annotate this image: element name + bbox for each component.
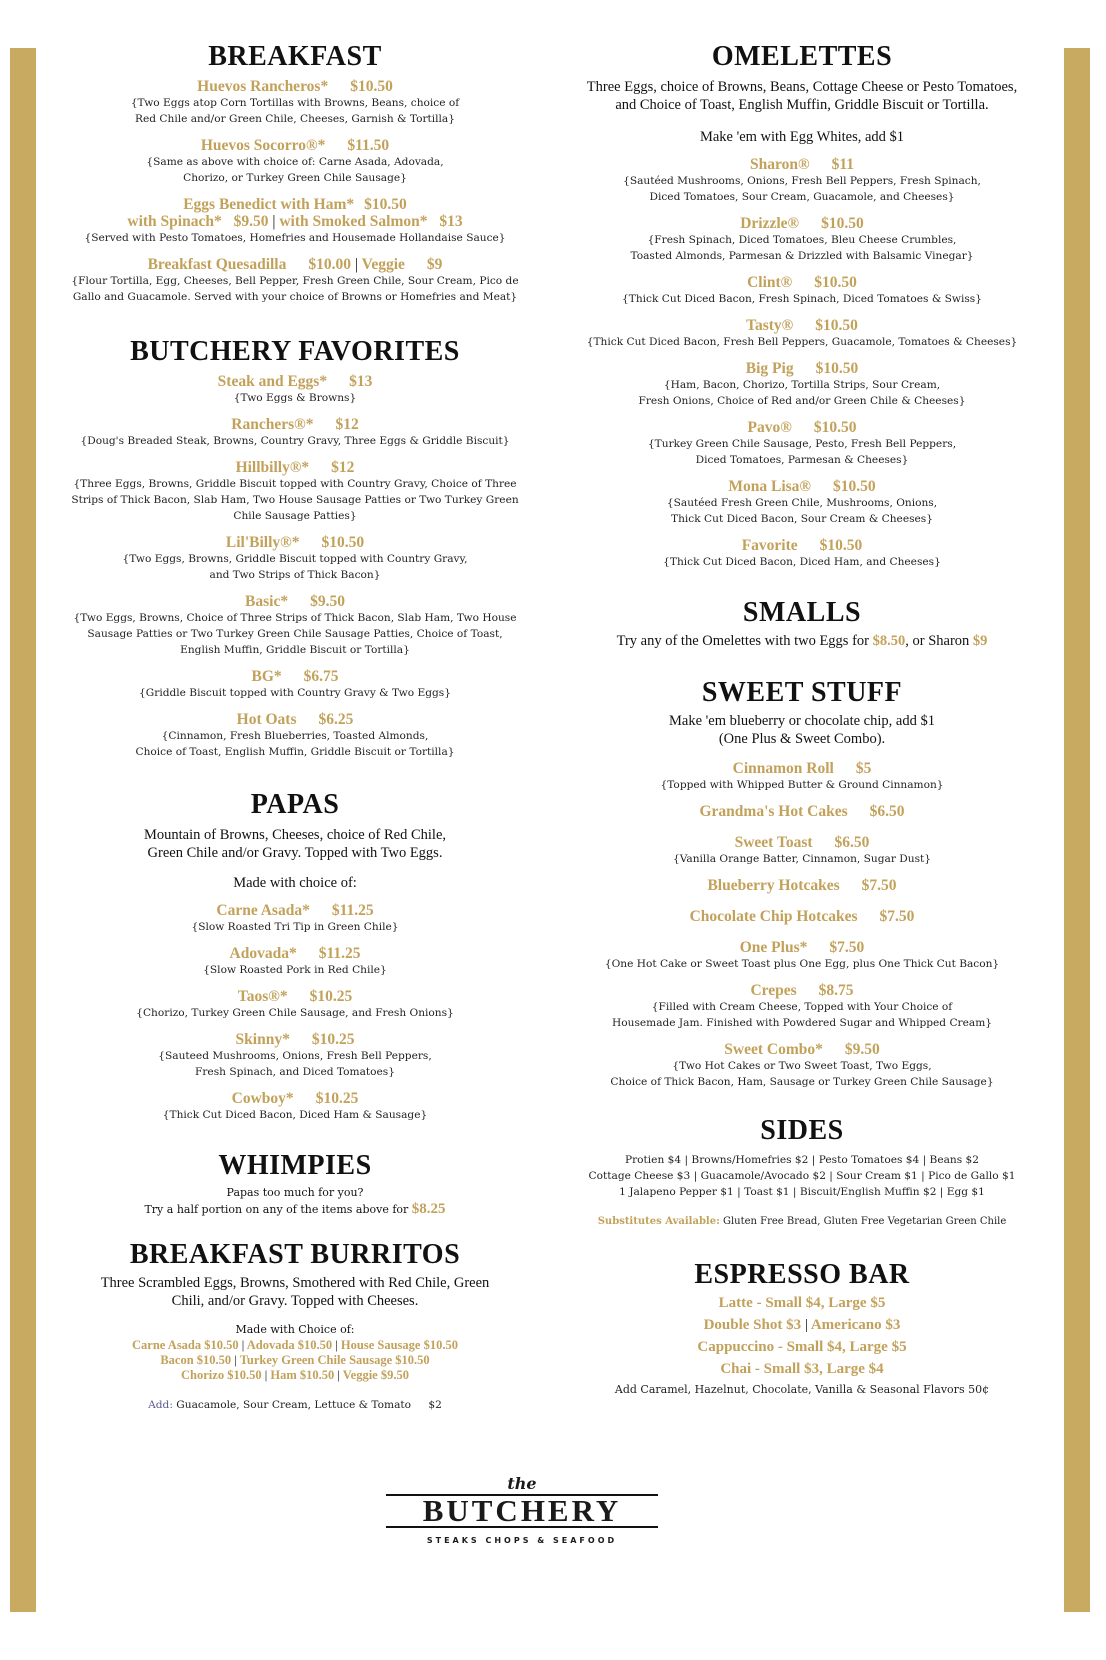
burritos-add	[46, 1397, 544, 1413]
sides-line: Cottage Cheese $3 | Guacamole/Avocado $2 | Sour Cream $1 | Pico de Gallo $1	[588, 1170, 1016, 1182]
sides-line: 1 Jalapeno Pepper $1 | Toast $1 | Biscuit/English Muffin $2 | Egg $1	[619, 1186, 985, 1198]
item-price: $10.50	[815, 360, 859, 377]
burrito-options-row3: Chorizo $10.50 | Ham $10.50 | Veggie $9.50	[181, 1368, 409, 1382]
item-price: $12	[335, 416, 359, 433]
item-price: $10.50	[350, 78, 393, 95]
americano: Americano $3	[810, 1317, 901, 1333]
espresso-line: Latte - Small $4, Large $5	[718, 1295, 886, 1311]
item-desc: {Sautéed Mushrooms, Onions, Fresh Bell Peppers, Fresh Spinach, Diced Tomatoes, Sour Cream, Guacamole, and Cheeses}	[623, 175, 981, 203]
subs-label: Substitutes Available:	[597, 1216, 720, 1227]
menu-item	[552, 834, 1052, 867]
item-name: with Spinach*	[127, 213, 222, 230]
item-name: Clint®	[747, 274, 793, 291]
breakfast-heading: BREAKFAST	[208, 41, 382, 72]
item-name: Tasty®	[746, 317, 794, 334]
burrito-options-row1: Carne Asada $10.50 | Adovada $10.50 | House Sausage $10.50	[132, 1338, 458, 1352]
item-price: $9	[426, 256, 443, 273]
add-text: Guacamole, Sour Cream, Lettuce & Tomato	[176, 1399, 412, 1411]
item-name: BG*	[251, 668, 282, 685]
item-desc: {Served with Pesto Tomatoes, Homefries and Housemade Hollandaise Sauce}	[84, 232, 506, 244]
item-price: $7.50	[879, 908, 915, 925]
burrito-option: Bacon $10.50	[160, 1353, 232, 1367]
item-price: $11.50	[347, 137, 390, 154]
item-name: Mona Lisa®	[728, 478, 811, 495]
menu-item	[552, 274, 1052, 307]
item-price: $10.50	[821, 215, 864, 232]
item-name: One Plus*	[739, 939, 808, 956]
menu-item	[552, 360, 1052, 409]
substitutes	[552, 1214, 1052, 1230]
double-shot: Double Shot $3	[703, 1317, 802, 1333]
item-desc: {Sauteed Mushrooms, Onions, Fresh Bell Peppers, Fresh Spinach, and Diced Tomatoes}	[158, 1050, 432, 1078]
logo-name: BUTCHERY	[386, 1494, 658, 1528]
burrito-option: Ham $10.50	[270, 1368, 335, 1382]
burrito-option: Veggie $9.50	[342, 1368, 409, 1382]
whimpies-line1: Papas too much for you?	[226, 1186, 364, 1199]
burritos-heading: BREAKFAST BURRITOS	[129, 1239, 461, 1270]
espresso-heading: ESPRESSO BAR	[694, 1259, 910, 1290]
smalls-price2: $9	[972, 633, 988, 649]
subs-text: Gluten Free Bread, Gluten Free Vegetarian Green Chile	[722, 1216, 1007, 1227]
item-price: $11.25	[318, 945, 361, 962]
item-name: Favorite	[741, 537, 798, 554]
item-desc: {Doug's Breaded Steak, Browns, Country Gravy, Three Eggs & Griddle Biscuit}	[80, 435, 510, 447]
menu-item	[552, 1041, 1052, 1090]
item-desc: {Slow Roasted Pork in Red Chile}	[203, 964, 387, 976]
espresso-line: Double Shot $3 | Americano $3	[703, 1317, 901, 1333]
item-name: Hillbilly®*	[235, 459, 310, 476]
whimpies-line2: Try a half portion on any of the items above for	[144, 1203, 409, 1216]
item-desc: {Filled with Cream Cheese, Topped with Your Choice of Housemade Jam. Finished with Powdered Sugar and Whipped Cream}	[612, 1001, 992, 1029]
item-name: Huevos Socorro®*	[200, 137, 326, 154]
smalls-price1: $8.50	[872, 633, 906, 649]
item-name: Breakfast Quesadilla	[147, 256, 287, 273]
right-gold-border	[1064, 48, 1090, 1612]
espresso-line: Chai - Small $3, Large $4	[720, 1361, 884, 1377]
add-price: $2	[428, 1399, 442, 1411]
item-price: $13	[349, 373, 373, 390]
item-name: with Smoked Salmon*	[279, 213, 428, 230]
item-price: $10.25	[311, 1031, 355, 1048]
item-name: Hot Oats	[236, 711, 297, 728]
item-desc: {Griddle Biscuit topped with Country Gravy & Two Eggs}	[139, 687, 451, 699]
item-name: Skinny*	[235, 1031, 290, 1048]
item-desc: {Two Eggs, Browns, Griddle Biscuit topped with Country Gravy, and Two Strips of Thick Bacon}	[122, 553, 468, 581]
item-name: Cinnamon Roll	[732, 760, 834, 777]
menu-item	[46, 945, 544, 978]
item-price: $10.00	[308, 256, 351, 273]
burritos-made-with: Made with Choice of:	[235, 1323, 355, 1336]
menu-item	[552, 982, 1052, 1031]
menu-item	[552, 478, 1052, 527]
burritos-intro: Three Scrambled Eggs, Browns, Smothered with Red Chile, Green Chili, and/or Gravy. Topped with Cheeses.	[100, 1275, 490, 1309]
papas-heading: PAPAS	[250, 789, 340, 820]
item-name: Adovada*	[229, 945, 297, 962]
item-name: Steak and Eggs*	[217, 373, 328, 390]
item-desc: {Two Eggs & Browns}	[233, 392, 357, 404]
item-desc: {Fresh Spinach, Diced Tomatoes, Bleu Cheese Crumbles, Toasted Almonds, Parmesan & Drizzled with Balsamic Vinegar}	[630, 234, 974, 262]
item-name: Taos®*	[237, 988, 288, 1005]
smalls-text2: , or Sharon	[905, 633, 970, 649]
burrito-option: House Sausage $10.50	[340, 1338, 458, 1352]
menu-item	[46, 1090, 544, 1123]
menu-item	[552, 537, 1052, 570]
menu-item	[46, 988, 544, 1021]
item-price: $8.75	[818, 982, 854, 999]
item-price: $5	[855, 760, 872, 777]
omelettes-intro: Three Eggs, choice of Browns, Beans, Cottage Cheese or Pesto Tomatoes, and Choice of Toast, English Muffin, Griddle Biscuit or Tortilla.	[586, 79, 1018, 113]
item-name: Crepes	[750, 982, 797, 999]
item-price: $10.50	[321, 534, 365, 551]
item-desc: {Thick Cut Diced Bacon, Fresh Bell Peppers, Guacamole, Tomatoes & Cheeses}	[586, 336, 1018, 348]
item-name: Blueberry Hotcakes	[707, 877, 840, 894]
item-name: Big Pig	[745, 360, 794, 377]
menu-item	[552, 908, 1052, 925]
smalls-text	[552, 632, 1052, 650]
item-desc: {Sautéed Fresh Green Chile, Mushrooms, Onions, Thick Cut Diced Bacon, Sour Cream & Cheeses}	[666, 497, 938, 525]
logo-the: the	[507, 1474, 537, 1493]
item-price: $10.50	[819, 537, 863, 554]
item-desc: {Turkey Green Chile Sausage, Pesto, Fresh Bell Peppers, Diced Tomatoes, Parmesan & Cheeses}	[647, 438, 957, 466]
omelettes-egg-whites: Make 'em with Egg Whites, add $1	[699, 129, 905, 145]
menu-item: Eggs Benedict with Ham* $10.50 with Spinach* $9.50 | with Smoked Salmon* $13 {Served with Pesto Tomatoes, Homefries and Housemade Hollandaise Sauce}	[46, 196, 544, 246]
item-price: $6.50	[834, 834, 870, 851]
menu-item	[46, 711, 544, 760]
item-name: Eggs Benedict with Ham*	[183, 196, 355, 213]
item-desc: {Two Hot Cakes or Two Sweet Toast, Two Eggs, Choice of Thick Bacon, Ham, Sausage or Turkey Green Chile Sausage}	[610, 1060, 994, 1088]
item-name: Drizzle®	[740, 215, 800, 232]
item-name: Grandma's Hot Cakes	[699, 803, 848, 820]
add-label: Add:	[148, 1399, 173, 1411]
item-price: $9.50	[310, 593, 345, 610]
item-price: $9.50	[233, 213, 269, 230]
item-name: Chocolate Chip Hotcakes	[689, 908, 858, 925]
papas-intro: Mountain of Browns, Cheeses, choice of Red Chile, Green Chile and/or Gravy. Topped with Two Eggs.	[143, 827, 447, 861]
item-desc: {Thick Cut Diced Bacon, Diced Ham, and Cheeses}	[663, 556, 941, 568]
menu-item	[552, 803, 1052, 820]
item-name: Carne Asada*	[216, 902, 310, 919]
item-price: $11	[831, 156, 854, 173]
menu-item	[552, 760, 1052, 793]
butchery-logo	[386, 1474, 658, 1545]
item-price: $7.50	[829, 939, 865, 956]
item-name: Huevos Rancheros*	[197, 78, 329, 95]
item-price: $10.50	[833, 478, 876, 495]
menu-item	[46, 534, 544, 583]
menu-item	[552, 939, 1052, 972]
item-desc: {Thick Cut Diced Bacon, Diced Ham & Sausage}	[162, 1109, 428, 1121]
item-price: $10.50	[815, 317, 858, 334]
butchery-heading: BUTCHERY FAVORITES	[130, 336, 460, 367]
sides-heading: SIDES	[760, 1115, 844, 1146]
item-price: $10.50	[814, 274, 857, 291]
item-price: $10.25	[315, 1090, 359, 1107]
item-name: Sweet Toast	[734, 834, 813, 851]
item-price: $6.50	[869, 803, 905, 820]
item-desc: {Vanilla Orange Batter, Cinnamon, Sugar Dust}	[672, 853, 932, 865]
item-name: Sharon®	[750, 156, 810, 173]
menu-item	[552, 419, 1052, 468]
menu-item	[552, 156, 1052, 205]
menu-item	[46, 902, 544, 935]
item-desc: {Three Eggs, Browns, Griddle Biscuit topped with Country Gravy, Choice of Three Strips of Thick Bacon, Slab Ham, Two House Sausage Patties or Two Turkey Green Chile Sausage Patties}	[71, 478, 519, 522]
menu-item	[552, 215, 1052, 264]
item-price: $6.75	[303, 668, 339, 685]
burrito-option: Carne Asada $10.50	[132, 1338, 239, 1352]
burrito-option: Adovada $10.50	[246, 1338, 333, 1352]
menu-item	[46, 416, 544, 449]
item-price: $10.50	[813, 419, 857, 436]
item-desc: {Two Eggs, Browns, Choice of Three Strips of Thick Bacon, Slab Ham, Two House Sausage Patties or Two Turkey Green Chile Sausage Patties, Choice of Toast, English Muffin, Griddle Biscuit or Tortilla}	[73, 612, 517, 656]
menu-item	[46, 1031, 544, 1080]
item-desc: {Flour Tortilla, Egg, Cheeses, Bell Pepper, Fresh Green Chile, Sour Cream, Pico de Gallo and Guacamole. Served with your choice of Browns or Homefries and Meat}	[71, 275, 519, 303]
burrito-option: Turkey Green Chile Sausage $10.50	[239, 1353, 430, 1367]
item-name: Ranchers®*	[231, 416, 314, 433]
left-gold-border	[10, 48, 36, 1612]
smalls-text1: Try any of the Omelettes with two Eggs for	[616, 633, 869, 649]
item-price: $10.25	[309, 988, 353, 1005]
menu-item	[46, 137, 544, 186]
item-price: $7.50	[861, 877, 897, 894]
item-name: Veggie	[361, 256, 405, 273]
item-name: Basic*	[245, 593, 289, 610]
item-price: $11.25	[331, 902, 374, 919]
sweet-heading: SWEET STUFF	[701, 677, 903, 708]
whimpies-price: $8.25	[411, 1201, 446, 1217]
whimpies-heading: WHIMPIES	[218, 1150, 372, 1181]
menu-item	[46, 459, 544, 524]
menu-item	[552, 317, 1052, 350]
sides-line: Protien $4 | Browns/Homefries $2 | Pesto Tomatoes $4 | Beans $2	[624, 1154, 980, 1166]
item-name: Pavo®	[747, 419, 792, 436]
espresso-flavors: Add Caramel, Hazelnut, Chocolate, Vanilla & Seasonal Flavors 50¢	[614, 1383, 990, 1396]
item-price: $13	[439, 213, 463, 230]
item-price: $10.50	[364, 196, 407, 213]
item-price: $9.50	[844, 1041, 880, 1058]
item-desc: {Slow Roasted Tri Tip in Green Chile}	[191, 921, 399, 933]
logo-tagline: STEAKS CHOPS & SEAFOOD	[426, 1536, 618, 1545]
right-column	[552, 40, 1052, 1398]
item-name: Sweet Combo*	[724, 1041, 823, 1058]
papas-made-with: Made with choice of:	[233, 875, 357, 891]
item-desc: {Cinnamon, Fresh Blueberries, Toasted Almonds, Choice of Toast, English Muffin, Griddle Biscuit or Tortilla}	[135, 730, 455, 758]
item-price: $6.25	[318, 711, 354, 728]
menu-item	[46, 373, 544, 406]
menu-item	[46, 668, 544, 701]
menu-item	[46, 593, 544, 658]
item-desc: {Ham, Bacon, Chorizo, Tortilla Strips, Sour Cream, Fresh Onions, Choice of Red and/or Green Chile & Cheeses}	[638, 379, 966, 407]
sweet-intro: Make 'em blueberry or chocolate chip, add $1 (One Plus & Sweet Combo).	[669, 713, 935, 747]
item-name: Lil'Billy®*	[225, 534, 300, 551]
menu-item	[552, 877, 1052, 894]
item-desc: {One Hot Cake or Sweet Toast plus One Egg, plus One Thick Cut Bacon}	[604, 958, 1000, 970]
menu-item	[46, 78, 544, 127]
item-desc: {Thick Cut Diced Bacon, Fresh Spinach, Diced Tomatoes & Swiss}	[622, 293, 982, 305]
menu-item: Breakfast Quesadilla $10.00 | Veggie $9 {Flour Tortilla, Egg, Cheeses, Bell Pepper, Fresh Green Chile, Sour Cream, Pico de Gallo and Guacamole. Served with your choice of Browns or Homefries and Meat}	[46, 256, 544, 305]
burrito-option: Chorizo $10.50	[181, 1368, 262, 1382]
smalls-heading: SMALLS	[742, 597, 862, 628]
espresso-line: Cappuccino - Small $4, Large $5	[697, 1339, 907, 1355]
item-desc: {Same as above with choice of: Carne Asada, Adovada, Chorizo, or Turkey Green Chile Sausage}	[146, 156, 444, 184]
item-desc: {Topped with Whipped Butter & Ground Cinnamon}	[660, 779, 944, 791]
burrito-options-row2: Bacon $10.50 | Turkey Green Chile Sausage $10.50	[160, 1353, 430, 1367]
left-column	[46, 40, 544, 1413]
item-desc: {Chorizo, Turkey Green Chile Sausage, and Fresh Onions}	[136, 1007, 454, 1019]
item-name: Cowboy*	[231, 1090, 294, 1107]
item-desc: {Two Eggs atop Corn Tortillas with Browns, Beans, choice of Red Chile and/or Green Chile, Cheeses, Garnish & Tortilla}	[130, 97, 460, 125]
omelettes-heading: OMELETTES	[711, 41, 893, 72]
item-price: $12	[331, 459, 355, 476]
